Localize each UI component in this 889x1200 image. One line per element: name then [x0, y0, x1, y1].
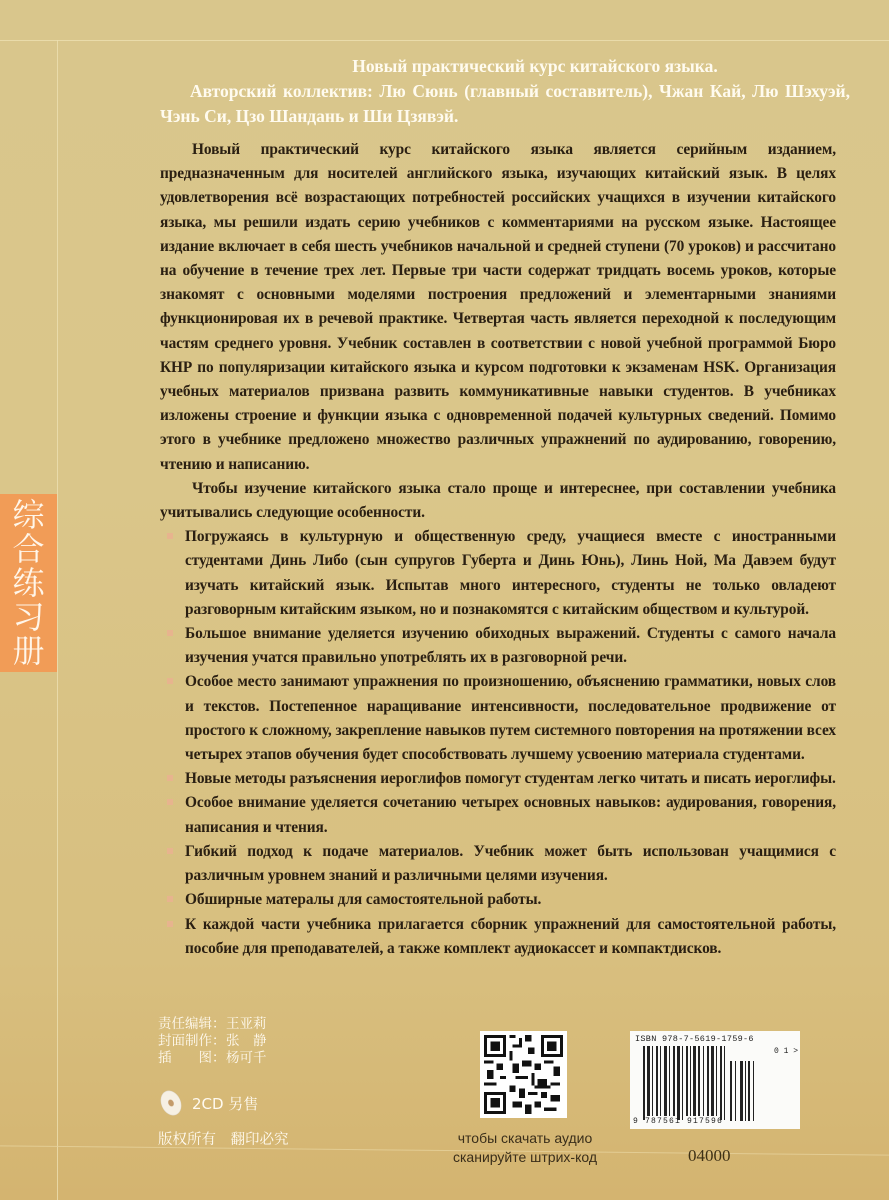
credits-block	[158, 1016, 267, 1067]
feature-item	[185, 670, 836, 767]
square-bullet-icon	[167, 921, 173, 927]
square-bullet-icon	[167, 896, 173, 902]
intro-paragraph: Новый практический курс китайского языка является серийным изданием, предназначенным для носителей английского языка, изучающих китайский язык. В целях удовлетворения всё возрастающих потребностей российских учащихся в изучении китайского языка, мы решили издать серию учебников с комментариями на русском языке. Настоящее издание включает в себя шесть учебников начальной и средней ступени (70 уроков) и рассчитано на обучение в течение трех лет. Первые три части содержат тридцать восемь уроков, которые знакомят с основными моделями построения предложений и элементарными знаниями функционировая их в речевой практике. Четвертая часть является переходной к последующим частям среднего уровня. Учебник составлен в соответствии с новой учебной программой Бюро КНР по популяризации китайского языка и курсом подготовки к экзаменам HSK. Организация учебных материалов призвана развить коммуникативные навыки студентов. В учебниках изложены строение и функции языка с одновременной подачей культурных сведений. Помимо этого в учебнике предложено множество различных упражнений по аудированию, говорению, чтению и написанию.	[160, 141, 836, 473]
credit-role: 插 图：	[158, 1050, 226, 1066]
credit-name: 张 静	[226, 1033, 267, 1049]
book-title: Новый практический курс китайского языка.	[352, 56, 718, 76]
copyright-notice: 版权所有 翻印必究	[158, 1132, 289, 1148]
feature-text: Погружаясь в культурную и общественную среду, учащиеся вместе с иностранными студентами Динь Либо (сын супругов Губерта и Динь Юнь), Линь Ной, Ма Давэем будут изучать китайский язык. Испытав много интересного, студенты не только овладеют разговорным китайским языком, но и познакомятся с китайским обществом и культурой.	[185, 528, 836, 618]
spine-char: 习	[12, 598, 45, 636]
square-bullet-icon	[167, 775, 173, 781]
features-list	[160, 525, 836, 961]
credit-name: 杨可千	[226, 1050, 267, 1066]
feature-item	[185, 622, 836, 670]
feature-item	[185, 791, 836, 839]
cd-disc-icon	[157, 1087, 186, 1119]
cover-header	[160, 54, 850, 129]
spine-char: 册	[12, 632, 45, 670]
spine-guide-line	[57, 40, 58, 1200]
ean-digits: 9 787561 917596	[633, 1117, 724, 1126]
square-bullet-icon	[167, 533, 173, 539]
spine-char: 练	[12, 564, 45, 602]
feature-text: Новые методы разъяснения иероглифов помогут студентам легко читать и писать иероглифы.	[185, 770, 836, 788]
qr-caption-line: сканируйте штрих-код	[453, 1149, 597, 1165]
feature-text: К каждой части учебника прилагается сборник упражнений для самостоятельной работы, пособие для преподавателей, а также комплект аудиокассет и компактдисков.	[185, 915, 836, 957]
description-body	[160, 138, 836, 961]
credit-role: 封面制作：	[158, 1033, 226, 1049]
feature-item	[185, 888, 836, 912]
spine-char: 综	[12, 496, 45, 534]
feature-item	[185, 840, 836, 888]
qr-code-icon	[484, 1035, 563, 1114]
qr-code[interactable]	[480, 1031, 567, 1118]
qr-caption	[440, 1129, 610, 1167]
feature-text: Особое внимание уделяется сочетанию четырех основных навыков: аудирования, говорения, написания и чтения.	[185, 794, 836, 836]
cd-note	[158, 1090, 258, 1116]
isbn-barcode	[630, 1031, 800, 1129]
square-bullet-icon	[167, 630, 173, 636]
barcode-bars-icon	[630, 1031, 800, 1129]
credit-row	[158, 1033, 267, 1050]
qr-caption-line: чтобы скачать аудио	[457, 1130, 593, 1146]
credit-name: 王亚莉	[226, 1016, 267, 1032]
feature-item	[185, 525, 836, 622]
feature-item	[185, 767, 836, 791]
price-code: 04000	[688, 1146, 731, 1165]
credit-role: 责任编辑：	[158, 1016, 226, 1032]
cover-guide-line-horizontal	[0, 40, 889, 41]
authors-line: Авторский коллектив: Лю Сюнь (главный составитель), Чжан Кай, Лю Шэхуэй, Чэнь Си, Цзо Шандань и Ши Цзявэй.	[160, 81, 850, 126]
spine-label-workbook	[0, 494, 57, 672]
spine-char: 合	[12, 530, 45, 568]
isbn-number: ISBN 978-7-5619-1759-6	[635, 1034, 754, 1044]
credit-row	[158, 1050, 267, 1067]
square-bullet-icon	[167, 799, 173, 805]
features-intro: Чтобы изучение китайского языка стало проще и интереснее, при составлении учебника учитывались следующие особенности.	[160, 479, 836, 522]
square-bullet-icon	[167, 848, 173, 854]
credit-row	[158, 1016, 267, 1033]
feature-item	[185, 913, 836, 961]
feature-text: Гибкий подход к подаче материалов. Учебник может быть использован учащимися с различным уровнем знаний и различными целями изучения.	[185, 842, 836, 885]
cd-note-text: 2CD 另售	[192, 1094, 259, 1113]
square-bullet-icon	[167, 678, 173, 684]
feature-text: Большое внимание уделяется изучению обиходных выражений. Студенты с самого начала изучения учатся правильно употреблять их в разговорной речи.	[185, 625, 836, 667]
feature-text: Особое место занимают упражнения по произношению, объяснению грамматики, новых слов и текстов. Постепенное наращивание интенсивности, последовательное продвижение от простого к сложному, закрепление навыков путем системного повторения на протяжении всех четырех этапов обучения будет способствовать лучшему усвоению материала студентами.	[185, 673, 836, 764]
barcode-addon-digits: 0 1 >	[774, 1047, 799, 1056]
feature-text: Обширные матерaлы для самостоятельной работы.	[185, 891, 542, 909]
